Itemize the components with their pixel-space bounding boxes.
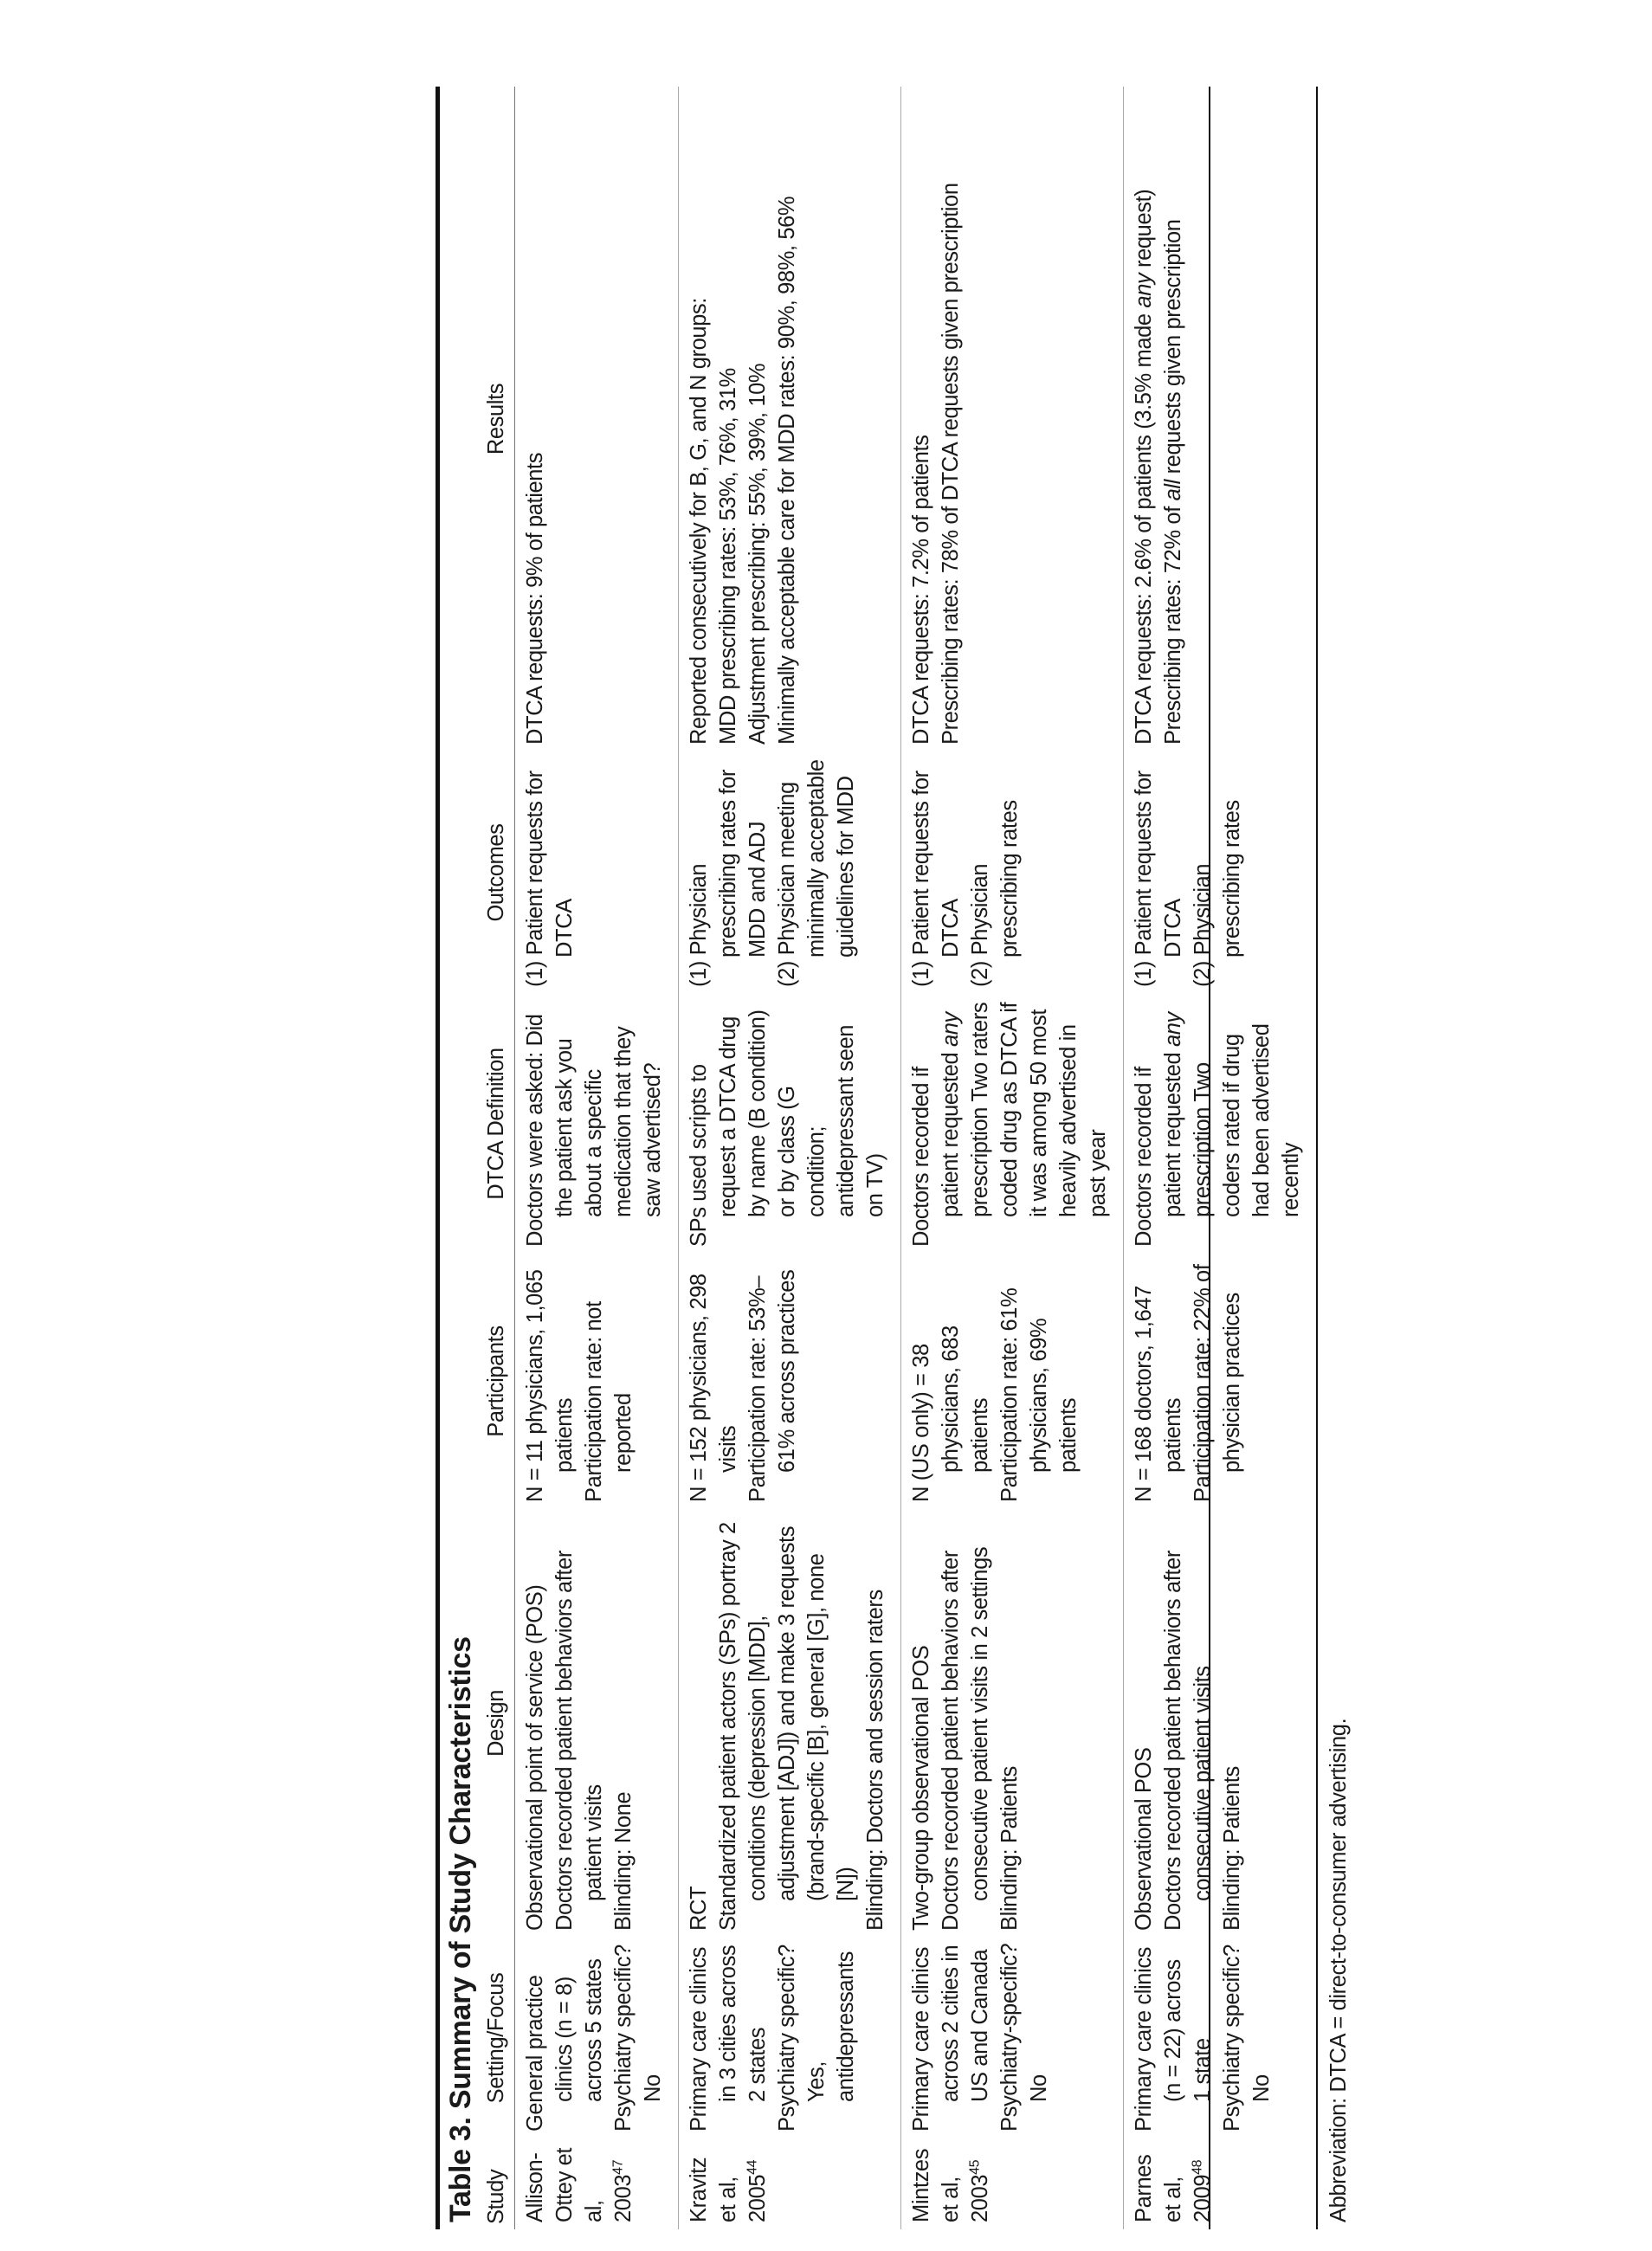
study-name: Mintzes et al, 2003 <box>909 2148 992 2222</box>
design-cell <box>515 1509 679 1938</box>
participants-line: Participation rate: 61% physicians, 69% patients <box>997 1287 1081 1502</box>
table-row <box>1124 87 1318 2229</box>
table-title: Table 3. Summary of Study Characteristics <box>444 1636 477 2222</box>
design-line: Doctors recorded patient behaviors after consecutive patient visits in 2 settings <box>939 1546 992 1931</box>
design-line: RCT <box>687 1886 711 1931</box>
participants-line: Participation rate: not reported <box>582 1301 636 1502</box>
setting-line: Primary care clinics in 3 cities across 2 states <box>687 1945 770 2132</box>
design-line: Blinding: None <box>611 1791 636 1931</box>
table-row <box>679 87 901 2229</box>
reference-number: 44 <box>745 2159 760 2175</box>
outcomes-line: (1) Patient requests for DTCA <box>523 771 577 987</box>
results-cell <box>901 87 1124 751</box>
results-line: Minimally acceptable care for MDD rates: 90%, 98%, 56% <box>775 196 799 745</box>
definition-cell <box>515 994 679 1254</box>
design-cell <box>1124 1509 1318 1938</box>
design-line: Observational POS <box>1132 1747 1156 1931</box>
outcomes-line: (2) Physician meeting minimally acceptable guidelines for MDD <box>775 759 858 987</box>
study-name: Kravitz et al, 2005 <box>687 2157 770 2222</box>
header-definition: DTCA Definition <box>480 994 515 1254</box>
outcomes-cell <box>1124 751 1318 994</box>
header-results: Results <box>480 87 515 751</box>
results-cell <box>515 87 679 751</box>
results-line <box>1129 92 1158 745</box>
text-segment: Prescribing rates: 72% of <box>1161 500 1185 745</box>
results-line <box>1158 92 1188 745</box>
definition-line <box>1129 999 1306 1247</box>
outcomes-line: (2) Physician prescribing rates <box>1191 800 1244 987</box>
setting-cell <box>901 1938 1124 2138</box>
table-row <box>515 87 679 2229</box>
table-row <box>901 87 1124 2229</box>
results-cell <box>679 87 901 751</box>
text-segment: Doctors recorded if patient requested <box>909 1047 963 1247</box>
design-line: Blinding: Patients <box>997 1766 1022 1931</box>
outcomes-line: (1) Patient requests for DTCA <box>1132 771 1185 987</box>
setting-line: Primary care clinics across 2 cities in US and Canada <box>909 1945 992 2132</box>
text-segment: prescription Two coders rated if drug had been advertised recently <box>1191 1023 1303 1217</box>
header-setting: Setting/Focus <box>480 1938 515 2138</box>
header-study: Study <box>480 2138 515 2229</box>
italic-text: any <box>939 1012 963 1048</box>
design-line: Observational point of service (POS) <box>523 1584 547 1931</box>
italic-text: all <box>1161 480 1185 501</box>
results-line: MDD prescribing rates: 53%, 76%, 31% <box>716 368 740 745</box>
italic-text: any <box>1161 1012 1185 1048</box>
reference-number: 48 <box>1190 2159 1205 2175</box>
header-outcomes: Outcomes <box>480 751 515 994</box>
definition-line: SPs used scripts to request a DTCA drug by name (B condition) or by class (G condition; antidepressant seen on TV) <box>687 1009 887 1247</box>
participants-line: N = 168 doctors, 1,647 patients <box>1132 1286 1185 1502</box>
participants-cell <box>1124 1254 1318 1509</box>
outcomes-line: (1) Patient requests for DTCA <box>909 771 963 987</box>
outcomes-line: (1) Physician prescribing rates for MDD and ADJ <box>687 770 770 987</box>
header-participants: Participants <box>480 1254 515 1509</box>
design-cell <box>679 1509 901 1938</box>
study-cell <box>901 2138 1124 2229</box>
rotated-table-page <box>436 87 1351 2229</box>
study-cell <box>515 2138 679 2229</box>
design-line: Blinding: Patients <box>1220 1766 1244 1931</box>
reference-number: 47 <box>610 2159 626 2175</box>
outcomes-cell <box>679 751 901 994</box>
participants-line: N = 11 physicians, 1,065 patients <box>523 1269 577 1502</box>
results-line: Reported consecutively for B, G, and N groups: <box>687 298 711 745</box>
study-characteristics-table <box>480 87 1318 2229</box>
design-line: Two-group observational POS <box>909 1645 933 1931</box>
results-line: Prescribing rates: 78% of DTCA requests given prescription <box>939 183 963 745</box>
study-name: Parnes et al, 2009 <box>1132 2154 1215 2222</box>
participants-cell <box>901 1254 1124 1509</box>
design-cell <box>901 1509 1124 1938</box>
outcomes-line: (2) Physician prescribing rates <box>968 800 1022 987</box>
abbreviation-note: Abbreviation: DTCA = direct-to-consumer advertising. <box>1326 1718 1351 2222</box>
reference-number: 45 <box>967 2159 983 2175</box>
participants-line: N = 152 physicians, 298 visits <box>687 1274 740 1502</box>
design-line: Standardized patient actors (SPs) portray 2 conditions (depression [MDD], adjustment [ADJ]) and make 3 requests (brand-specific [B], general [G], none [N]) <box>716 1522 858 1931</box>
setting-line: Primary care clinics (n = 22) across 1 state <box>1132 1946 1215 2132</box>
setting-cell <box>679 1938 901 2138</box>
participants-line: Participation rate: 22% of physician practices <box>1191 1264 1244 1502</box>
definition-cell <box>1124 994 1318 1254</box>
participants-cell <box>515 1254 679 1509</box>
participants-cell <box>679 1254 901 1509</box>
outcomes-cell <box>515 751 679 994</box>
participants-line: Participation rate: 53%–61% across practices <box>745 1269 799 1502</box>
header-design: Design <box>480 1509 515 1938</box>
text-segment: prescription Two raters coded drug as DTCA if it was among 50 most heavily advertised in past year <box>968 1002 1110 1217</box>
header-row <box>480 87 515 2229</box>
study-cell <box>1124 2138 1318 2229</box>
study-cell <box>679 2138 901 2229</box>
setting-line: Psychiatry specific? No <box>1220 1945 1274 2132</box>
outcomes-cell <box>901 751 1124 994</box>
participants-line: N (US only) = 38 physicians, 683 patients <box>909 1325 992 1502</box>
setting-line: Psychiatry-specific? No <box>997 1943 1051 2132</box>
setting-line: General practice clinics (n = 8) across 5 states <box>523 1958 606 2132</box>
design-line: Doctors recorded patient behaviors after consecutive patient visits <box>1161 1551 1215 1931</box>
definition-cell <box>679 994 901 1254</box>
results-line: DTCA requests: 9% of patients <box>523 452 547 745</box>
setting-cell <box>1124 1938 1318 2138</box>
results-line: Adjustment prescribing: 55%, 39%, 10% <box>745 363 770 745</box>
setting-line: Psychiatry specific? Yes, antidepressants <box>775 1945 858 2132</box>
design-line: Doctors recorded patient behaviors after patient visits <box>552 1551 606 1931</box>
text-segment: requests given prescription <box>1161 219 1185 481</box>
definition-line: Doctors were asked: Did the patient ask you about a specific medication that they saw advertised? <box>523 1014 665 1247</box>
italic-text: any <box>1132 273 1156 308</box>
setting-line: Psychiatry specific? No <box>611 1945 665 2132</box>
text-segment: Doctors recorded if patient requested <box>1132 1047 1185 1247</box>
results-line: DTCA requests: 7.2% of patients <box>909 435 933 745</box>
study-name: Allison-Ottey et al, 2003 <box>523 2147 636 2222</box>
setting-cell <box>515 1938 679 2138</box>
design-line: Blinding: Doctors and session raters <box>863 1590 887 1931</box>
table-body <box>515 87 1318 2229</box>
definition-cell <box>901 994 1124 1254</box>
results-cell <box>1124 87 1318 751</box>
text-segment: request) <box>1132 189 1156 274</box>
text-segment: DTCA requests: 2.6% of patients (3.5% made <box>1132 307 1156 745</box>
definition-line <box>907 999 1113 1247</box>
